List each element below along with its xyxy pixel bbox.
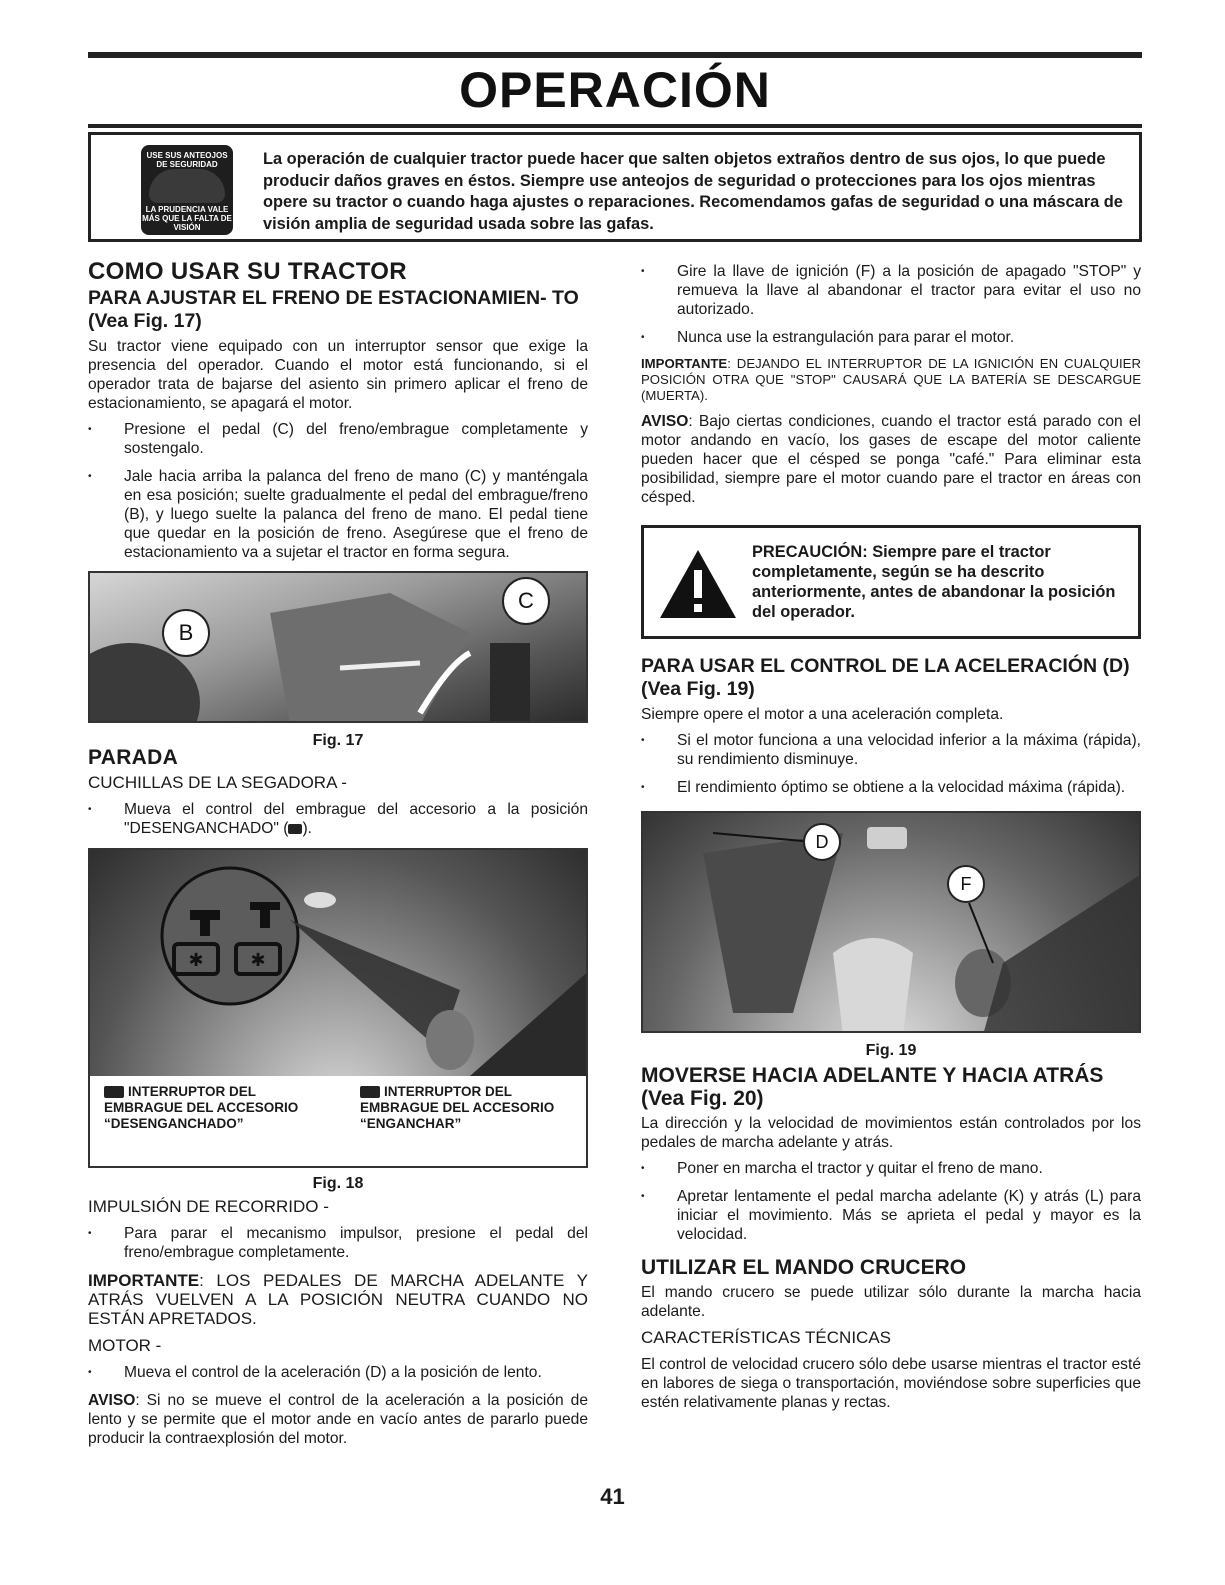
stop-bullet-2: • Nunca use la estrangulación para parar el motor.: [641, 328, 1141, 347]
stop-title: PARADA: [88, 746, 179, 769]
brake-bullet-1: • Presione el pedal (C) del freno/embrague completamente y sostengalo.: [88, 420, 588, 458]
page-number: 41: [600, 1484, 625, 1509]
legend-disengaged-text: INTERRUPTOR DEL EMBRAGUE DEL ACCESORIO “DESENGANCHADO”: [104, 1084, 299, 1131]
move-bullet-1: • Poner en marcha el tractor y quitar el freno de mano.: [641, 1159, 1141, 1178]
svg-text:✱: ✱: [188, 950, 204, 970]
callout-f: F: [947, 865, 985, 903]
drive-important: [88, 1271, 588, 1328]
disengage-symbol-icon: [288, 824, 302, 834]
caution-box: [641, 525, 1141, 639]
safety-goggles-icon: [141, 145, 233, 235]
blades-bullet-end: ).: [302, 820, 312, 837]
throttle-bullet-1: • Si el motor funciona a una velocidad inferior a la máxima (rápida), su rendimiento disminuye.: [641, 731, 1141, 769]
callout-d: D: [803, 823, 841, 861]
important-text: : DEJANDO EL INTERRUPTOR DE LA IGNICIÓN EN CUALQUIER POSICIÓN OTRA QUE "STOP" CAUSARÁ QUE LA BATERÍA SE DESCARGUE (MUERTA).: [641, 356, 1141, 403]
warning-text: La operación de cualquier tractor puede hacer que salten objetos extraños dentro de sus ojos, lo que puede producir daños graves en éstos. Siempre use anteojos de seguridad o protecciones para los ojos mientras opere su tractor o cuando haga ajustes o reparaciones. Recomendamos gafas de seguridad o una máscara de visión amplia de seguridad usada sobre las gafas.: [263, 150, 1123, 233]
blades-bullet-text: Mueva el control del embrague del accesorio a la posición "DESENGANCHADO" (: [124, 801, 588, 837]
legend-engaged: [360, 1084, 570, 1132]
cruise-intro: El mando crucero se puede utilizar sólo durante la marcha hacia adelante.: [641, 1284, 1141, 1320]
stop-bullet-1: • Gire la llave de ignición (F) a la posición de apagado "STOP" y remueva la llave al abandonar el tractor para evitar el uso no autorizado.: [641, 262, 1141, 319]
important-note: [641, 356, 1141, 404]
pto-switch-photo: [90, 850, 586, 1076]
drive-bullet: • Para parar el mecanismo impulsor, presione el pedal del freno/embrague completamente.: [88, 1224, 588, 1262]
caution-text: PRECAUCIÓN: Siempre pare el tractor completamente, según se ha descrito anteriormente, antes de abandonar la posición del operador.: [752, 543, 1116, 621]
tech-title: CARACTERÍSTICAS TÉCNICAS: [641, 1328, 892, 1347]
goggle-lens: [149, 169, 225, 203]
svg-text:✱: ✱: [250, 950, 266, 970]
notice-note: [641, 412, 1141, 507]
motor-label: MOTOR -: [88, 1336, 162, 1355]
blades-label: CUCHILLAS DE LA SEGADORA -: [88, 773, 347, 792]
legend-engaged-text: INTERRUPTOR DEL EMBRAGUE DEL ACCESORIO “ENGANCHAR”: [360, 1084, 555, 1131]
pto-switch-illustration: [90, 850, 588, 1076]
move-bullet-2: • Apretar lentamente el pedal marcha adelante (K) y atrás (L) para iniciar el movimiento. Más se aprieta el pedal y mayor es la velocidad.: [641, 1187, 1141, 1244]
cruise-title: UTILIZAR EL MANDO CRUCERO: [641, 1256, 967, 1279]
disengaged-symbol-icon: [104, 1086, 124, 1098]
fig18-caption: Fig. 18: [312, 1175, 364, 1192]
goggle-icon-label-bottom: LA PRUDENCIA VALE MÁS QUE LA FALTA DE VISIÓN: [142, 205, 232, 232]
brake-intro: Su tractor viene equipado con un interruptor sensor que exige la presencia del operador. Cuando el motor está funcionando, si el operador trata de bajarse del asiento sin primero aplicar el freno de estacionamiento, se apagará el motor.: [88, 338, 588, 412]
top-rule: [88, 52, 1142, 58]
tech-text: El control de velocidad crucero sólo debe usarse mientras el tractor esté en labores de siega o transportación, moviéndose sobre superficies que estén relativamente planas y rectas.: [641, 1356, 1141, 1411]
motor-notice: [88, 1391, 588, 1448]
motor-bullet: • Mueva el control de la aceleración (D) a la posición de lento.: [88, 1363, 588, 1382]
brake-title: PARA AJUSTAR EL FRENO DE ESTACIONAMIEN- TO (Vea Fig. 17): [88, 287, 579, 332]
fig19-caption: Fig. 19: [865, 1042, 917, 1059]
figure-18-image: [88, 848, 588, 1168]
page-title: OPERACIÓN: [459, 62, 771, 118]
brake-bullet-2: • Jale hacia arriba la palanca del freno de mano (C) y manténgala en esa posición; suelte gradualmente el pedal del embrague/freno (B), y luego suelte la palanca del freno de mano. El pedal tiene que quedar en la posición de freno. Asegúrese que el freno de estacionamiento va a sujetar el tractor en forma segura.: [88, 467, 588, 562]
notice-text: : Bajo ciertas condiciones, cuando el tractor está parado con el motor andando en vacío, los gases de escape del motor caliente pueden hacer que el césped se ponga "café." Para eliminar esta posibilidad, siempre pare el motor cuando pare el tractor en áreas con césped.: [641, 413, 1141, 506]
callout-b: B: [162, 609, 210, 657]
notice-label: AVISO: [641, 413, 689, 430]
move-intro: La dirección y la velocidad de movimientos están controlados por los pedales de marcha adelante y atrás.: [641, 1115, 1141, 1151]
engaged-symbol-icon: [360, 1086, 380, 1098]
important-label: IMPORTANTE: [641, 356, 728, 371]
drive-important-label: IMPORTANTE: [88, 1271, 200, 1290]
warning-triangle-icon: [658, 548, 738, 620]
blades-bullet: [88, 800, 588, 838]
eye-protection-warning: [88, 132, 1142, 242]
motor-notice-label: AVISO: [88, 1392, 136, 1409]
legend-disengaged: [104, 1084, 324, 1132]
figure-17-image: [88, 571, 588, 723]
title-rule: [88, 124, 1142, 128]
throttle-title: PARA USAR EL CONTROL DE LA ACELERACIÓN (D) (Vea Fig. 19): [641, 655, 1130, 700]
left-column: [88, 258, 588, 1455]
move-title: MOVERSE HACIA ADELANTE Y HACIA ATRÁS (Vea Fig. 20): [641, 1064, 1104, 1110]
throttle-intro: Siempre opere el motor a una aceleración completa.: [641, 706, 1004, 723]
dashboard-illustration: [643, 813, 1141, 1033]
motor-notice-text: : Si no se mueve el control de la aceleración a la posición de lento y se permite que el motor ande en vacío antes de pararlo puede producir la contraexplosión del motor.: [88, 1392, 588, 1447]
drive-label: IMPULSIÓN DE RECORRIDO -: [88, 1197, 329, 1216]
figure-19-image: [641, 811, 1141, 1033]
section-title: COMO USAR SU TRACTOR: [88, 258, 407, 285]
fig17-caption: Fig. 17: [312, 732, 364, 749]
callout-c: C: [502, 577, 550, 625]
goggle-icon-label-top: USE SUS ANTEOJOS DE SEGURIDAD: [146, 151, 228, 169]
right-column: [641, 262, 1141, 1419]
drive-important-text: : LOS PEDALES DE MARCHA ADELANTE Y ATRÁS VUELVEN A LA POSICIÓN NEUTRA CUANDO NO ESTÁN APRETADOS.: [88, 1271, 588, 1328]
throttle-bullet-2: • El rendimiento óptimo se obtiene a la velocidad máxima (rápida).: [641, 778, 1141, 797]
